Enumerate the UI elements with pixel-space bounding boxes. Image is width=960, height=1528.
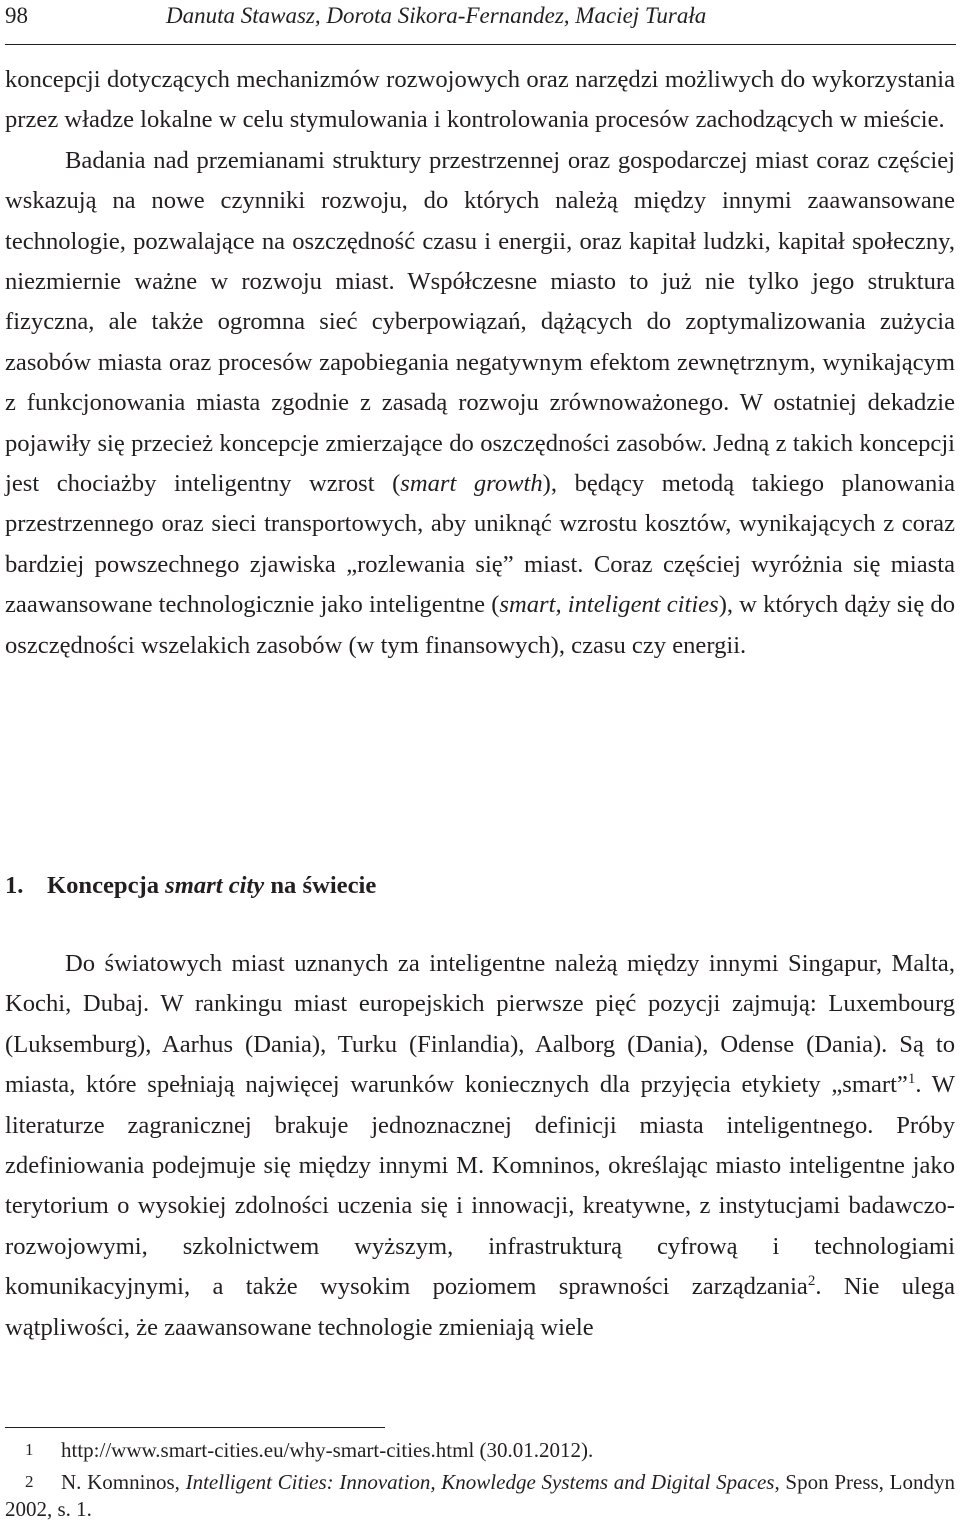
running-head-authors: Danuta Stawasz, Dorota Sikora-Fernandez, Maciej Turała [166,3,707,28]
footnotes [5,1436,955,1527]
term-smart-cities: smart, inteligent cities [499,591,719,619]
section-body [5,944,955,1348]
footnote-divider [5,1427,385,1428]
paragraph-continued: koncepcji dotyczących mechanizmów rozwojowych oraz narzędzi możliwych do wykorzystania przez władze lokalne w celu stymulowania i kontrolowania procesów zachodzących w mieście. [5,66,955,134]
term-smart-growth: smart growth [400,470,543,498]
footnote-2: 2 N. Komninos, Intelligent Cities: Innovation, Knowledge Systems and Digital Spaces, Spon Press, Londyn 2002, s. 1. [5,1470,955,1521]
footnote-ref-2[interactable]: 2 [807,1273,816,1290]
page-header [5,0,956,45]
section-heading: 1. Koncepcja smart city na świecie [5,866,376,906]
paragraph-smart-cities-world: Do światowych miast uznanych za inteligentne należą między innymi Singapur, Malta, Kochi, Dubaj. W rankingu miast europejskich pierwsze pięć pozycji zajmują: Luxembourg (Luksemburg), Aarhus (Dania), Turku (Finlandia), Aalborg (Dania), Odense (Dania). Są to miasta, które spełniają najwięcej warunków koniecznych dla przyjęcia etykiety „smart”$^1$. W literaturze zagranicznej brakuje jednoznacznej definicji miasta inteligentnego. Próby zdefiniowania podejmuje się między innymi M. Komninos, określając miasto inteligentne jako terytorium o wysokiej zdolności uczenia się i innowacji, kreatywne, z instytucjami badawczo-rozwojowymi, szkolnictwem wyższym, infrastrukturą cyfrową i technologiami komunikacyjnymi, a także wysokim poziomem sprawności zarządzania$^2$. Nie ulega wątpliwości, że zaawansowane technologie zmieniają wiele [5,950,955,1341]
section-number: 1. [5,872,24,899]
footnote-link[interactable]: http://www.smart-cities.eu/why-smart-cities.html (30.01.2012). [61,1438,594,1462]
page-number: 98 [5,3,28,28]
paragraph-research: Badania nad przemianami struktury przestrzennej oraz gospodarczej miast coraz częściej wskazują na nowe czynniki rozwoju, do których należą między innymi zaawansowane technologie, pozwalające na oszczędność czasu i energii, oraz kapitał ludzki, kapitał społeczny, niezmiernie ważne w rozwoju miast. Współczesne miasto to już nie tylko jego struktura fizyczna, ale także ogromna sieć cyberpowiązań, dążących do zoptymalizowania zużycia zasobów miasta oraz procesów zapobiegania negatywnym efektom zewnętrznym, wynikającym z funkcjonowania miasta zgodnie z zasadą rozwoju zrównoważonego. W ostatniej dekadzie pojawiły się przecież koncepcje zmierzające do oszczędności zasobów. Jedną z takich koncepcji jest chociażby inteligentny wzrost (smart growth), będący metodą takiego planowania przestrzennego oraz sieci transportowych, aby uniknąć wzrostu kosztów, wynikających z coraz bardziej powszechnego zjawiska „rozlewania się” miast. Coraz częściej wyróżnia się miasta zaawansowane technologicznie jako inteligentne (smart, inteligent cities), w których dąży się do oszczędności wszelakich zasobów (w tym finansowych), czasu czy energii. [5,146,955,659]
body-text [5,60,955,666]
section-title-italic: smart city [165,872,265,899]
footnote-mark: 1 [25,1440,34,1459]
footnote-book-title: Intelligent Cities: Innovation, Knowledge Systems and Digital Spaces [185,1470,775,1494]
footnote-mark: 2 [25,1472,34,1491]
footnote-1 [5,1436,955,1464]
footnote-ref-1[interactable]: 1 [907,1071,916,1088]
